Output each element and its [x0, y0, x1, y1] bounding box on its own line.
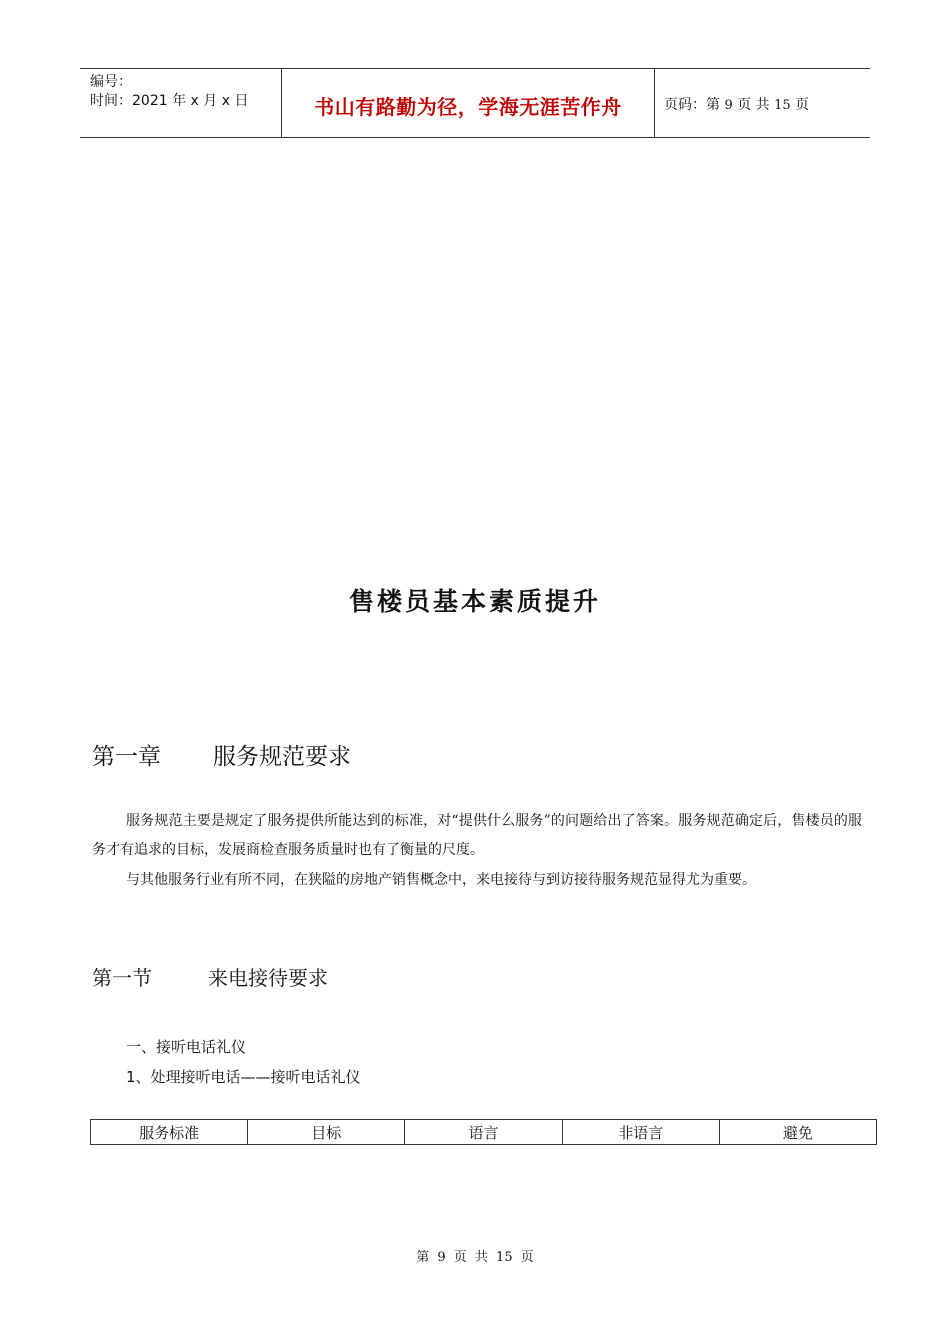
section-number: 第一节 [92, 966, 152, 990]
chapter-number: 第一章 [92, 744, 161, 770]
header-number-label: 编号： [90, 74, 132, 90]
table-header-cell: 避免 [782, 1124, 813, 1142]
body-paragraph: 服务规范主要是规定了服务提供所能达到的标准，对“提供什么服务”的问题给出了答案。服务规范确定后，售楼员的服务才有追求的目标，发展商检查服务质量时也有了衡量的尺度。 [92, 813, 862, 858]
chapter-name: 服务规范要求 [213, 744, 351, 770]
header-time-label: 时间：2021 年 x 月 x 日 [90, 93, 249, 109]
header-divider [654, 69, 655, 137]
page-prefix: 页码：第 [664, 97, 720, 113]
sub-heading: 1、处理接听电话——接听电话礼仪 [126, 1068, 361, 1086]
page-suffix: 页 [795, 97, 810, 113]
document-title: 售楼员基本素质提升 [348, 587, 601, 616]
table-header-cell: 目标 [248, 1120, 405, 1144]
header-page-number [664, 94, 809, 114]
page-footer: 第 9 页 共 15 页 [416, 1250, 534, 1265]
document-header [80, 68, 870, 138]
page-total: 15 [774, 98, 791, 113]
section-name: 来电接待要求 [208, 966, 328, 990]
section-heading [92, 962, 328, 991]
table-header-cell: 非语言 [563, 1120, 720, 1144]
body-paragraph: 与其他服务行业有所不同，在狭隘的房地产销售概念中，来电接待与到访接待服务规范显得尤为重要。 [126, 872, 756, 888]
chapter-heading [92, 738, 351, 771]
table-header-cell: 语言 [405, 1120, 562, 1144]
sub-heading: 一、接听电话礼仪 [126, 1038, 247, 1056]
page-current: 9 [724, 98, 733, 113]
table-header-cell: 服务标准 [91, 1120, 248, 1144]
page-middle: 页 共 [737, 97, 770, 113]
header-motto: 书山有路勤为径，学海无涯苦作舟 [314, 95, 622, 119]
header-info [90, 73, 248, 111]
etiquette-table [90, 1119, 877, 1145]
